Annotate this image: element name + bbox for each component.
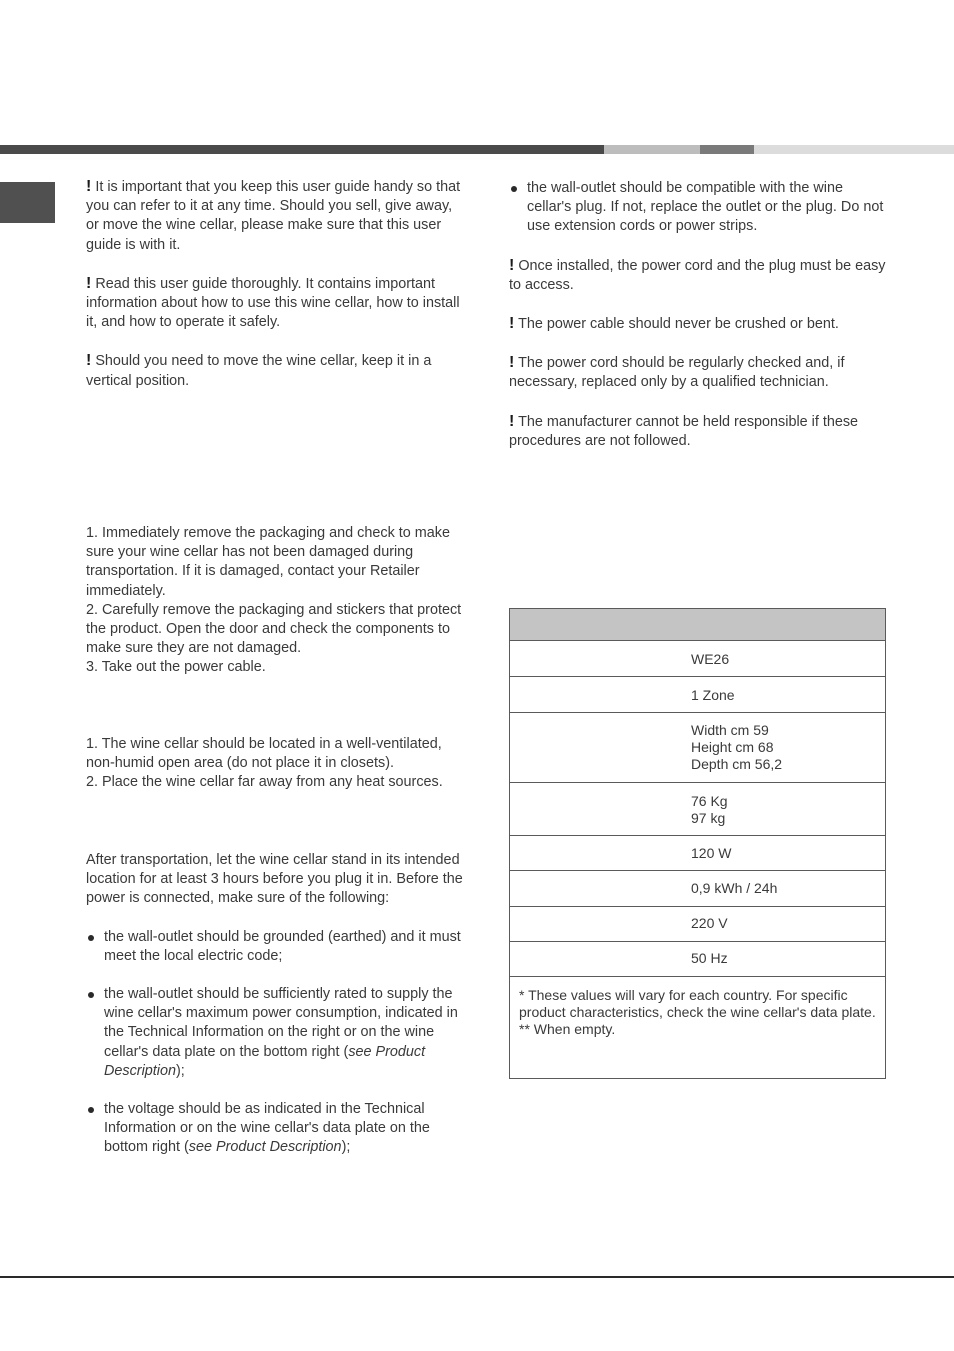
table-row-dimensions: Width cm 59 Height cm 68 Depth cm 56,2 [510, 713, 885, 783]
table-row-model: WE26 [510, 641, 885, 677]
table-row-consumption: 0,9 kWh / 24h [510, 871, 885, 907]
bullet-rated: the wall-outlet should be sufficiently rated to supply the wine cellar's maximum power consumption, indicated in the Technical Information on the right or on the wine cellar's data plate on the bottom right (see Product Description); [86, 985, 466, 1081]
technical-info-table [509, 608, 886, 1079]
note-access: ! Once installed, the power cord and the plug must be easy to access. [509, 256, 886, 293]
note-manufacturer: ! The manufacturer cannot be held responsible if these procedures are not followed. [509, 412, 859, 449]
unpacking-step: 1. Immediately remove the packaging and check to make sure your wine cellar has not been damaged during transportation. If it is damaged, contact your Retailer immediately. [86, 525, 450, 599]
location-step: 2. Place the wine cellar far away from any heat sources. [86, 774, 443, 791]
electrical-intro: After transportation, let the wine cellar stand in its intended location for at least 3 hours before you plug it in. Before the power is connected, make sure of the following: [86, 852, 463, 907]
note-vertical: ! Should you need to move the wine cellar, keep it in a vertical position. [86, 352, 432, 389]
left-column [86, 177, 466, 391]
table-footnote: * These values will vary for each country. For specific product characteristics, check the wine cellar's data plate. ** When empty. [519, 987, 876, 1037]
exclamation-icon: ! [86, 178, 92, 195]
unpacking-step: 2. Carefully remove the packaging and stickers that protect the product. Open the door and check the components to make sure they are not damaged. [86, 601, 462, 657]
bullet-grounded: the wall-outlet should be grounded (earthed) and it must meet the local electric code; [86, 928, 466, 966]
table-row-frequency: 50 Hz [510, 942, 885, 977]
location-step: 1. The wine cellar should be located in a well-ventilated, non-humid open area (do not place it in closets). [86, 736, 442, 772]
language-tab [0, 182, 55, 223]
exclamation-icon: ! [509, 354, 515, 372]
footer-rule [0, 1276, 954, 1278]
exclamation-icon: ! [86, 274, 92, 292]
note-checked: ! The power cord should be regularly checked and, if necessary, replaced only by a qualified technician. [509, 354, 845, 391]
note-read-guide: ! Read this user guide thoroughly. It contains important information about how to use this wine cellar, how to install it, and how to operate it safely. [86, 274, 460, 331]
bullet-voltage: the voltage should be as indicated in the Technical Information or on the wine cellar's data plate on the bottom right (see Product Description); [86, 1100, 466, 1158]
electrical-section [86, 851, 466, 1158]
header-bar-dark [0, 145, 604, 154]
location-steps [86, 735, 466, 793]
table-row-weight: 76 Kg 97 kg [510, 783, 885, 836]
bullet-plug-compatible: the wall-outlet should be compatible with the wine cellar's plug. If not, replace the outlet or the plug. Do not use extension cords or power strips. [509, 179, 889, 237]
exclamation-icon: ! [509, 315, 515, 333]
note-crushed: ! The power cable should never be crushed or bent. [509, 315, 839, 333]
header-bar-mid [700, 145, 754, 154]
table-row-zones: 1 Zone [510, 677, 885, 713]
header-bar-light-end [754, 145, 954, 154]
note-keep-guide: ! It is important that you keep this user guide handy so that you can refer to it at any time. Should you sell, give away, or move the wine cellar, please make sure that this user guide is with it. [86, 178, 461, 253]
right-column [509, 179, 889, 451]
header-bar-light [604, 145, 700, 154]
exclamation-icon: ! [509, 412, 515, 430]
unpacking-step: 3. Take out the power cable. [86, 659, 266, 676]
unpacking-steps [86, 524, 466, 678]
exclamation-icon: ! [86, 352, 92, 370]
table-row-power: 120 W [510, 836, 885, 871]
table-header [510, 609, 885, 641]
exclamation-icon: ! [509, 256, 515, 274]
table-row-voltage: 220 V [510, 907, 885, 942]
